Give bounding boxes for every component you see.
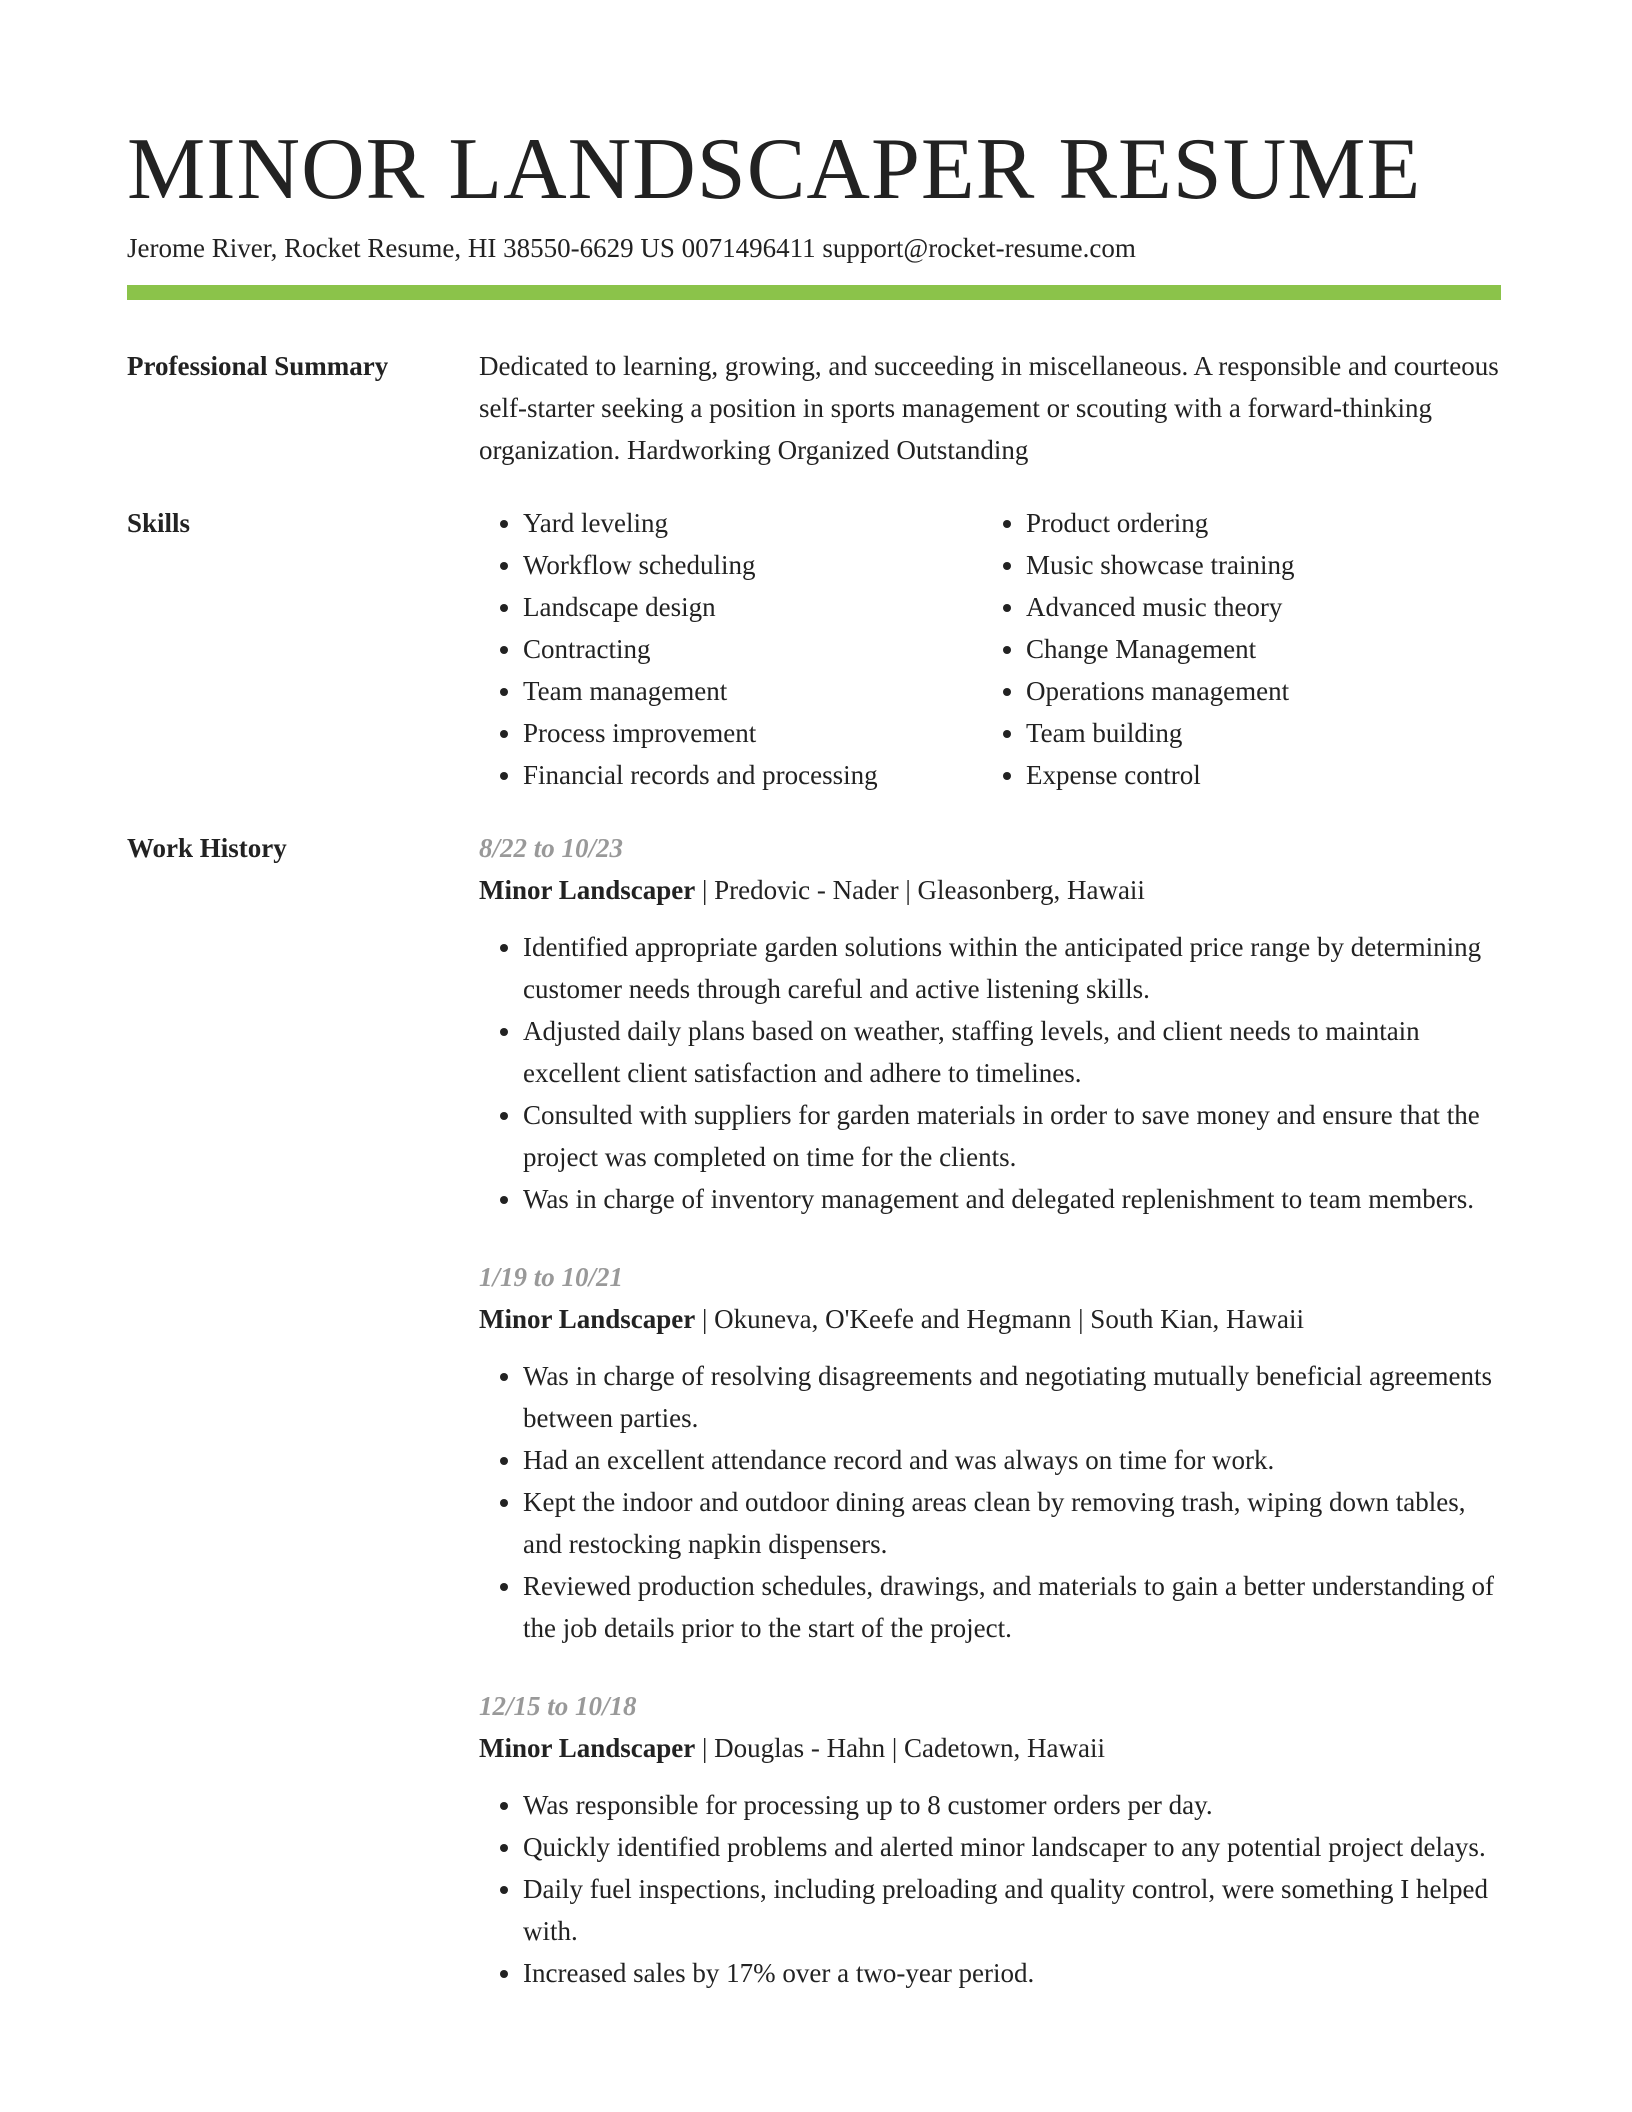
job-dates: 1/19 to 10/21 xyxy=(479,1262,624,1292)
skill-item: • Expense control xyxy=(1026,754,1294,796)
skill-item: • Advanced music theory xyxy=(1026,586,1294,628)
job-bullet: • Was in charge of inventory management and delegated replenishment to team members. xyxy=(523,1178,1501,1220)
summary-heading: Professional Summary xyxy=(127,351,389,381)
skill-item: • Team management xyxy=(523,670,982,712)
skills-heading: Skills xyxy=(127,508,191,538)
job-company-location: | Okuneva, O'Keefe and Hegmann | South Kian, Hawaii xyxy=(695,1304,1305,1334)
skill-item: • Music showcase training xyxy=(1026,544,1294,586)
summary-text: Dedicated to learning, growing, and succeeding in miscellaneous. A responsible and courteous self-starter seeking a position in sports management or scouting with a forward-thinking organization. Hardworking Organized Outstanding xyxy=(479,351,1499,465)
contact-line: Jerome River, Rocket Resume, HI 38550-6629 US 0071496411 support@rocket-resume.com xyxy=(127,233,1136,263)
job-dates: 8/22 to 10/23 xyxy=(479,833,624,863)
skill-item: • Financial records and processing xyxy=(523,754,982,796)
job-bullet-list xyxy=(479,926,1501,1220)
skill-item: • Process improvement xyxy=(523,712,982,754)
job-bullet-list xyxy=(479,1355,1501,1649)
job-title: Minor Landscaper xyxy=(479,1733,696,1763)
job-company-location: | Predovic - Nader | Gleasonberg, Hawaii xyxy=(695,875,1145,905)
job-bullet: • Had an excellent attendance record and was always on time for work. xyxy=(523,1439,1501,1481)
skill-item: • Team building xyxy=(1026,712,1294,754)
job-bullet: • Daily fuel inspections, including preloading and quality control, were something I helped with. xyxy=(523,1868,1501,1952)
job-entry xyxy=(479,1685,1501,1994)
job-title: Minor Landscaper xyxy=(479,1304,696,1334)
skills-list-left xyxy=(479,502,982,796)
job-bullet: • Kept the indoor and outdoor dining areas clean by removing trash, wiping down tables, and restocking napkin dispensers. xyxy=(523,1481,1501,1565)
job-bullet: • Was in charge of resolving disagreements and negotiating mutually beneficial agreements between parties. xyxy=(523,1355,1501,1439)
skill-item: • Workflow scheduling xyxy=(523,544,982,586)
job-bullet: • Reviewed production schedules, drawings, and materials to gain a better understanding of the job details prior to the start of the project. xyxy=(523,1565,1501,1649)
job-bullet: • Increased sales by 17% over a two-year period. xyxy=(523,1952,1501,1994)
job-bullet-list xyxy=(479,1784,1501,1994)
skill-item: • Contracting xyxy=(523,628,982,670)
job-bullet: • Identified appropriate garden solutions within the anticipated price range by determining customer needs through careful and active listening skills. xyxy=(523,926,1501,1010)
skill-item: • Product ordering xyxy=(1026,502,1294,544)
skill-item: • Change Management xyxy=(1026,628,1294,670)
job-title: Minor Landscaper xyxy=(479,875,696,905)
work-history-heading: Work History xyxy=(127,833,287,863)
accent-divider xyxy=(127,285,1501,300)
job-company-location: | Douglas - Hahn | Cadetown, Hawaii xyxy=(695,1733,1105,1763)
job-heading xyxy=(479,869,1501,911)
job-entry xyxy=(479,1256,1501,1649)
skills-list-right xyxy=(982,502,1294,796)
job-dates: 12/15 to 10/18 xyxy=(479,1691,637,1721)
skill-item: • Landscape design xyxy=(523,586,982,628)
job-bullet: • Consulted with suppliers for garden materials in order to save money and ensure that the project was completed on time for the clients. xyxy=(523,1094,1501,1178)
job-bullet: • Adjusted daily plans based on weather, staffing levels, and client needs to maintain excellent client satisfaction and adhere to timelines. xyxy=(523,1010,1501,1094)
skill-item: • Yard leveling xyxy=(523,502,982,544)
resume-title: MINOR LANDSCAPER RESUME xyxy=(127,121,1422,218)
job-bullet: • Was responsible for processing up to 8 customer orders per day. xyxy=(523,1784,1501,1826)
job-bullet: • Quickly identified problems and alerted minor landscaper to any potential project delays. xyxy=(523,1826,1501,1868)
job-heading xyxy=(479,1298,1501,1340)
job-list xyxy=(479,827,1501,2030)
job-entry xyxy=(479,827,1501,1220)
job-heading xyxy=(479,1727,1501,1769)
skill-item: • Operations management xyxy=(1026,670,1294,712)
